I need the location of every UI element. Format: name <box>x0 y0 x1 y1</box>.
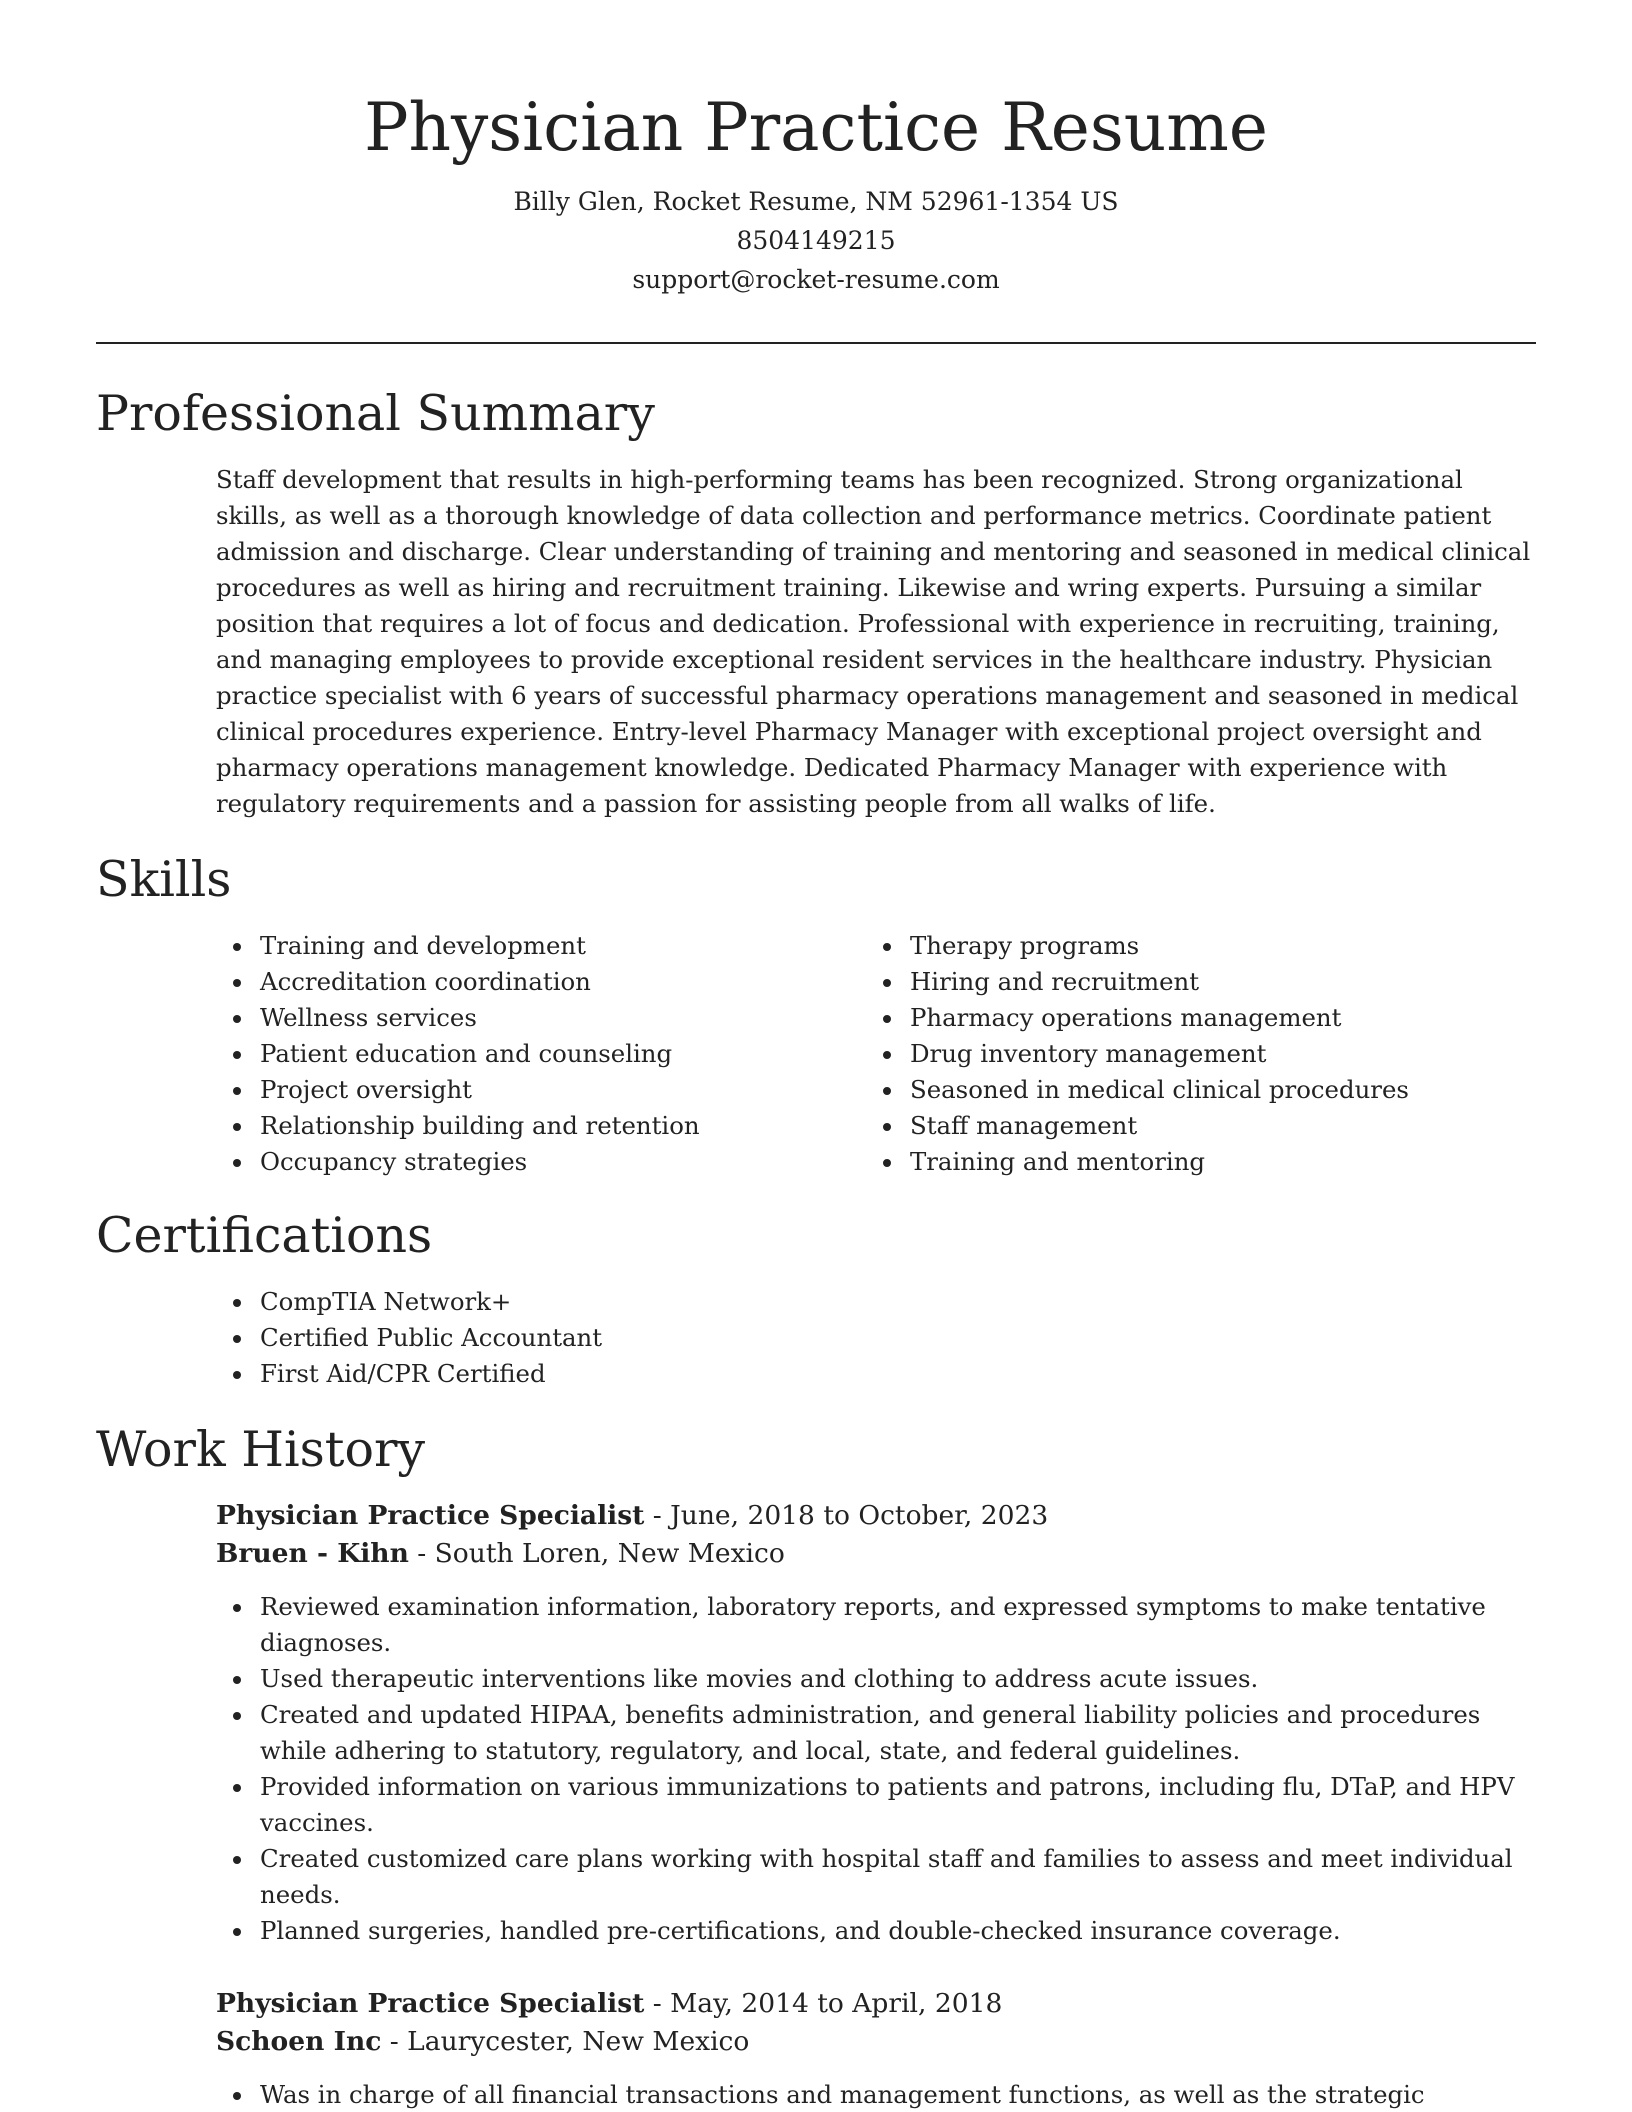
skill-item: Drug inventory management <box>866 1036 1506 1072</box>
job-company-line <box>216 2023 1516 2061</box>
skill-item: Seasoned in medical clinical procedures <box>866 1072 1506 1108</box>
work-history-heading: Work History <box>96 1421 426 1478</box>
skill-item: Training and development <box>216 928 856 964</box>
job-dates: - May, 2014 to April, 2018 <box>644 1988 1003 2019</box>
job-duty: Created customized care plans working with hospital staff and families to assess and meet individual needs. <box>216 1841 1516 1913</box>
job-entry <box>216 1497 1516 1949</box>
job-duties-list <box>216 2077 1516 2112</box>
header-divider <box>96 342 1536 344</box>
job-entry <box>216 1985 1516 2112</box>
skills-heading: Skills <box>96 851 232 908</box>
skills-list-left <box>216 928 856 1180</box>
skill-item: Wellness services <box>216 1000 856 1036</box>
summary-text: Staff development that results in high-performing teams has been recognized. Strong organizational skills, as well as a thorough knowledge of data collection and performance metrics. Coordinate patient admission and discharge. Clear understanding of training and mentoring and seasoned in medical clinical procedures as well as hiring and recruitment training. Likewise and wring experts. Pursuing a similar position that requires a lot of focus and dedication. Professional with experience in recruiting, training, and managing employees to provide exceptional resident services in the healthcare industry. Physician practice specialist with 6 years of successful pharmacy operations management and seasoned in medical clinical procedures experience. Entry-level Pharmacy Manager with exceptional project oversight and pharmacy operations management knowledge. Dedicated Pharmacy Manager with experience with regulatory requirements and a passion for assisting people from all walks of life. <box>216 465 1531 818</box>
certification-item: CompTIA Network+ <box>216 1284 1216 1320</box>
contact-block <box>96 182 1536 299</box>
job-duty: Was in charge of all financial transactions and management functions, as well as the strategic <box>216 2077 1516 2112</box>
skill-item: Training and mentoring <box>866 1144 1506 1180</box>
skill-item: Hiring and recruitment <box>866 964 1506 1000</box>
certifications-heading: Certifications <box>96 1207 433 1264</box>
skill-item: Relationship building and retention <box>216 1108 856 1144</box>
contact-address: Billy Glen, Rocket Resume, NM 52961-1354 US <box>513 187 1119 216</box>
certifications-list <box>216 1284 1216 1392</box>
contact-email: support@rocket-resume.com <box>632 265 1000 294</box>
summary-heading: Professional Summary <box>96 385 655 442</box>
job-duty: Planned surgeries, handled pre-certifications, and double-checked insurance coverage. <box>216 1913 1516 1949</box>
skill-item: Accreditation coordination <box>216 964 856 1000</box>
skill-item: Patient education and counseling <box>216 1036 856 1072</box>
job-title-line <box>216 1497 1516 1535</box>
job-company: Schoen Inc <box>216 2026 382 2057</box>
job-company-line <box>216 1535 1516 1573</box>
skill-item: Project oversight <box>216 1072 856 1108</box>
job-location: - Laurycester, New Mexico <box>381 2026 750 2057</box>
job-title-line <box>216 1985 1516 2023</box>
skill-item: Pharmacy operations management <box>866 1000 1506 1036</box>
certification-item: First Aid/CPR Certified <box>216 1356 1216 1392</box>
job-location: - South Loren, New Mexico <box>408 1538 785 1569</box>
skill-item: Occupancy strategies <box>216 1144 856 1180</box>
job-duty: Created and updated HIPAA, benefits administration, and general liability policies and procedures while adhering to statutory, regulatory, and local, state, and federal guidelines. <box>216 1697 1516 1769</box>
contact-phone: 8504149215 <box>736 226 896 255</box>
skill-item: Staff management <box>866 1108 1506 1144</box>
job-dates: - June, 2018 to October, 2023 <box>644 1500 1049 1531</box>
job-company: Bruen - Kihn <box>216 1538 409 1569</box>
job-duty: Used therapeutic interventions like movies and clothing to address acute issues. <box>216 1661 1516 1697</box>
job-duties-list <box>216 1589 1516 1949</box>
job-role: Physician Practice Specialist <box>216 1500 645 1531</box>
job-duty: Reviewed examination information, laboratory reports, and expressed symptoms to make tentative diagnoses. <box>216 1589 1516 1661</box>
resume-title: Physician Practice Resume <box>364 89 1268 166</box>
resume-header <box>96 84 1536 299</box>
skill-item: Therapy programs <box>866 928 1506 964</box>
job-role: Physician Practice Specialist <box>216 1988 645 2019</box>
skills-list-right <box>866 928 1506 1180</box>
certification-item: Certified Public Accountant <box>216 1320 1216 1356</box>
job-duty: Provided information on various immunizations to patients and patrons, including flu, DTaP, and HPV vaccines. <box>216 1769 1516 1841</box>
